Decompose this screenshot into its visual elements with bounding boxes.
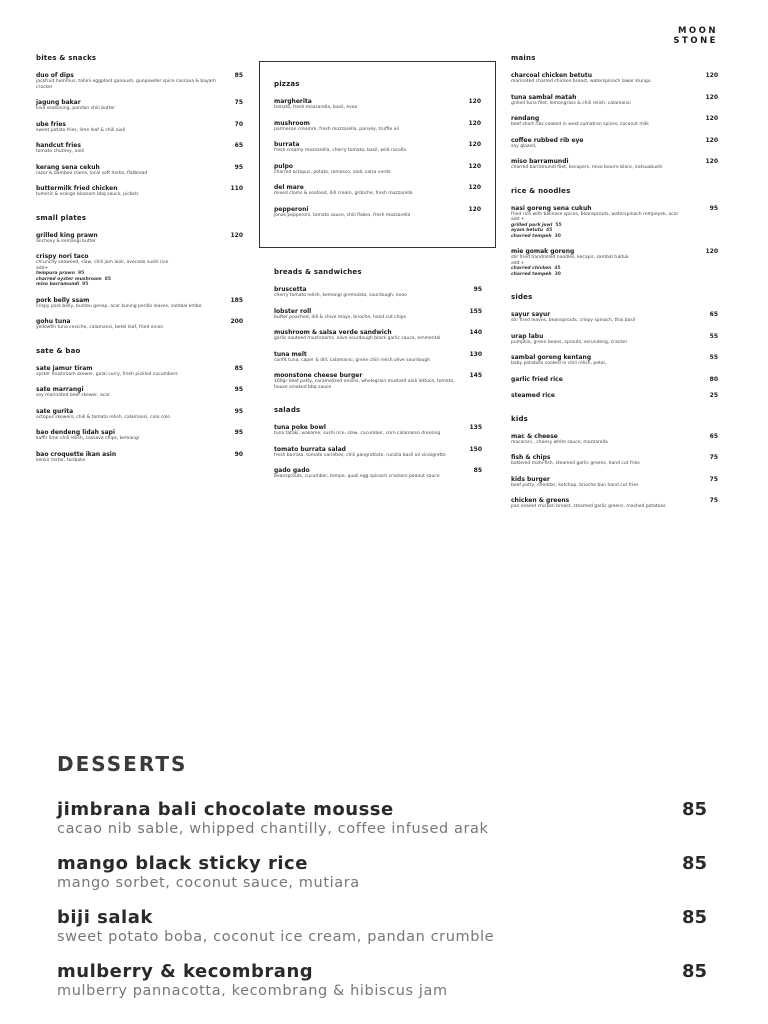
item-description: jonas pepperoni, tomato sauce, chili flakes, fresh mozzarella	[274, 212, 411, 218]
dessert-description: mango sorbet, coconut sauce, mutiara	[57, 875, 360, 891]
desserts-section	[57, 752, 707, 1016]
item-name: tuna melt	[274, 350, 307, 358]
item-description: yellowfin tuna ceviche, calamansi, betel leaf, fried onion	[36, 325, 164, 330]
addon-name: charred oyster mushroom	[36, 276, 102, 282]
dessert-list	[57, 800, 707, 1000]
menu-item	[36, 451, 243, 464]
menu-section	[274, 406, 482, 480]
item-price: 110	[230, 185, 243, 192]
item-description: sweet potato fries, lime leaf & chili aioli	[36, 127, 126, 133]
addon-name: charred tempeh	[511, 271, 552, 277]
section-title: salads	[274, 406, 301, 414]
item-price: 25	[709, 391, 718, 399]
menu-item	[36, 99, 243, 112]
dessert-price: 85	[681, 799, 707, 820]
item-name: gohu tuna	[36, 318, 71, 325]
item-description: beansprouts, cucumber, tempe, quail egg spinach crackers peanut sauce	[274, 474, 440, 479]
item-description: 160gr beef patty, caramelized onions, wholegrain mustard aioli lettuce, tomato, house smoked bbq sauce	[274, 379, 455, 390]
menu-item	[511, 115, 718, 128]
item-name: sayur sayur	[511, 311, 551, 318]
item-price: 65	[709, 311, 718, 318]
item-description: pan seared chicken breast, steamed garlic greens, mashed potatoes	[511, 504, 666, 509]
item-price: 120	[705, 136, 718, 144]
item-price: 85	[473, 467, 482, 474]
item-name: pork belly ssam	[36, 296, 90, 304]
section-title: small plates	[36, 213, 87, 222]
menu-item	[511, 476, 718, 489]
menu-item	[511, 392, 718, 399]
item-price: 145	[469, 372, 482, 379]
item-name: garlic fried rice	[511, 375, 563, 383]
addon-label: add +	[511, 217, 525, 222]
menu-item	[36, 408, 243, 421]
item-name: pepperoni	[274, 205, 309, 213]
menu-item	[511, 72, 718, 85]
menu-item	[36, 185, 243, 198]
item-name: bruscetta	[274, 286, 307, 293]
addon-name: ayam betutu	[511, 228, 544, 233]
menu-item	[511, 454, 718, 467]
addon-label: add+	[36, 265, 49, 271]
pizzas-box	[259, 61, 496, 248]
item-price: 120	[230, 231, 243, 239]
item-price: 140	[469, 329, 482, 336]
addon-name: charred chicken	[511, 266, 552, 271]
section-title: kids	[511, 414, 529, 423]
item-description: kiva seasoning, pandan chili butter	[36, 106, 116, 111]
item-price: 120	[468, 184, 481, 191]
addon-price: 30	[554, 271, 561, 277]
dessert-item	[57, 854, 707, 892]
item-name: kerang sena cekuh	[36, 163, 100, 171]
dessert-item	[57, 908, 707, 946]
dessert-price: 85	[681, 961, 707, 982]
menu-section	[511, 187, 718, 278]
item-description: baby potatoes cooked in chili relish, petai,	[511, 361, 607, 366]
menu-section	[511, 54, 718, 171]
item-name: rendang	[511, 115, 540, 122]
menu-item	[274, 372, 482, 390]
item-name: sate gurita	[36, 407, 74, 415]
menu-item	[511, 354, 718, 367]
section-title: bites & snacks	[36, 54, 97, 62]
item-price: 95	[473, 286, 482, 293]
addon-price: 45	[554, 266, 561, 271]
section-title: sides	[511, 293, 533, 301]
addon-label: add +	[511, 260, 525, 266]
item-description: charred octopus, potato, romesco, aioli, salsa verde	[274, 169, 391, 175]
item-description: fried rice with balinese spices, beansprouts, waterspinach rempeyek, acar	[511, 211, 679, 217]
item-price: 65	[709, 432, 718, 440]
menu-item	[36, 232, 243, 245]
addon-row	[511, 234, 696, 240]
addon-price: 85	[104, 276, 112, 282]
item-description: cherry tomato relish, kemangi gremolata, sourdough, evoo	[274, 293, 407, 298]
menu-section	[511, 293, 718, 399]
menu-item	[36, 253, 243, 288]
menu-item	[36, 297, 243, 310]
item-name: fish & chips	[511, 454, 551, 461]
item-name: del mare	[274, 184, 304, 191]
addon-name: grilled pork jowl	[511, 222, 553, 228]
item-name: mac & cheese	[511, 432, 558, 440]
item-name: mushroom	[274, 119, 310, 127]
item-price: 150	[469, 445, 482, 453]
item-price: 135	[469, 424, 482, 431]
menu-item	[274, 467, 482, 480]
item-description: beef short ribs cooked in west sumatran spices, coconut milk	[511, 122, 649, 127]
item-description: octopus skewers, chili & tomato relish, calamansi, colo colo	[36, 414, 171, 420]
item-name: chicken & greens	[511, 497, 570, 504]
item-price: 120	[705, 93, 718, 101]
dessert-name: mulberry & kecombrang	[57, 961, 314, 982]
dessert-name: jimbrana bali chocolate mousse	[57, 799, 394, 820]
item-name: mie gomak goreng	[511, 248, 575, 255]
menu-item	[511, 376, 718, 383]
item-price: 90	[234, 450, 243, 458]
item-price: 75	[709, 454, 718, 461]
menu-item	[274, 446, 482, 459]
menu-item	[36, 386, 243, 399]
item-description: beef patty, cheddar, ketchup, brioche bun hand cut fries	[511, 482, 639, 488]
item-price: 95	[234, 407, 243, 415]
item-price: 120	[468, 162, 481, 170]
item-name: lobster roll	[274, 307, 312, 315]
item-description: kaffir lime chili relish, cassava chips, kemangi	[36, 436, 140, 441]
menu-column-middle	[274, 268, 482, 496]
menu-item	[511, 158, 718, 171]
menu-item	[36, 429, 243, 442]
item-name: charcoal chicken betutu	[511, 72, 593, 79]
dessert-name: mango black sticky rice	[57, 853, 308, 874]
menu-item	[36, 164, 243, 177]
item-price: 95	[234, 429, 243, 436]
menu-item	[274, 424, 482, 437]
item-name: kids burger	[511, 475, 550, 483]
desserts-title: DESSERTS	[57, 752, 188, 776]
addon-name: charred tempeh	[511, 233, 552, 239]
menu-item	[36, 142, 243, 155]
menu-item	[274, 206, 481, 219]
item-name: urap labu	[511, 332, 544, 340]
item-name: margherita	[274, 98, 312, 105]
item-price: 55	[709, 354, 718, 361]
item-name: tuna poke bowl	[274, 424, 326, 431]
addon-name: tempura prawn	[36, 271, 75, 276]
section-title: mains	[511, 54, 536, 62]
menu-item	[274, 163, 481, 176]
item-description: macaroni , cheesy white sauce, mozzarella	[511, 439, 608, 445]
menu-item	[274, 98, 481, 111]
dessert-price: 85	[681, 853, 707, 874]
menu-section	[36, 347, 243, 464]
item-name: handcut fries	[36, 142, 81, 149]
section-title: breads & sandwiches	[274, 268, 362, 276]
menu-item	[274, 120, 481, 133]
item-name: sambal goreng kentang	[511, 354, 592, 361]
item-price: 65	[234, 142, 243, 149]
menu-item	[511, 137, 718, 150]
addon-row	[511, 272, 696, 278]
item-description: fresh creamy mozzarella, cherry tomato, basil, wild rucolla	[274, 148, 407, 153]
item-price: 85	[234, 364, 243, 372]
item-description: mixed clams & seafood, dill cream, gribiche, fresh mozzarella	[274, 191, 413, 196]
menu-item	[511, 94, 718, 107]
item-description: tomato, fresh mozzarella, basil, evoo	[274, 105, 358, 110]
item-description: grilled tuna filet, lemongrass & chili relish, calamansi	[511, 100, 631, 106]
item-description: pumpkin, green beans, sprouts, serundeng, cracker	[511, 339, 628, 345]
item-price: 75	[234, 99, 243, 106]
addon-name: miso barramundi	[36, 282, 80, 287]
item-name: tuna sambal matah	[511, 93, 577, 101]
item-price: 200	[230, 318, 243, 325]
item-name: grilled king prawn	[36, 231, 98, 239]
item-price: 120	[468, 141, 481, 148]
item-price: 70	[234, 120, 243, 128]
item-name: jagung bakar	[36, 99, 81, 106]
item-name: nasi goreng sena cukuh	[511, 204, 592, 212]
menu-section	[511, 415, 718, 510]
dessert-item	[57, 962, 707, 1000]
item-name: pulpo	[274, 162, 294, 170]
item-description: tuna tataki, wakame, sushi rice, slaw, cucumber, corn calamansi dressing	[274, 431, 441, 436]
menu-item	[511, 205, 718, 240]
item-name: moonstone cheese burger	[274, 372, 363, 379]
pizzas-section	[274, 80, 481, 218]
item-name: steamed rice	[511, 391, 555, 399]
item-price: 130	[469, 350, 482, 358]
menu-section	[36, 54, 243, 198]
item-description: tomato chutney, aioli	[36, 149, 84, 154]
menu-item	[36, 365, 243, 378]
item-description: stir fried leaves, beansprouts, crispy spinach, thai basil	[511, 318, 636, 323]
item-price: 80	[709, 375, 718, 383]
moonstone-logo	[673, 26, 718, 46]
addon-price: 55	[555, 222, 562, 228]
item-price: 155	[469, 307, 482, 315]
item-name: coffee rubbed rib eye	[511, 136, 584, 144]
item-description: marinated charred chicken breast, waterspinach lawar klungu	[511, 79, 651, 84]
section-title: sate & bao	[36, 346, 81, 355]
item-price: 120	[468, 98, 481, 105]
item-name: burrata	[274, 141, 300, 148]
addon-price: 45	[546, 228, 553, 233]
section-title: pizzas	[274, 80, 300, 88]
item-price: 95	[234, 163, 243, 171]
menu-item	[36, 318, 243, 331]
item-price: 55	[709, 332, 718, 340]
item-name: buttermilk fried chicken	[36, 185, 118, 192]
item-price: 120	[705, 158, 718, 165]
item-price: 95	[234, 386, 243, 393]
item-description: crispy pork belly, bumbu genep, acar kuning perilla leaves, sambal embe	[36, 303, 202, 309]
addon-row	[36, 282, 221, 288]
item-description: tumeric & orange blossom bbq sauce, pickels	[36, 192, 139, 197]
item-description: stir fried handrolled noodles, kecapir, sambal tuktuk	[511, 255, 629, 260]
menu-column-left	[36, 54, 243, 479]
item-description: charred barramundi filet, kecapers, miso beurre blanc, katsuobushi	[511, 165, 663, 170]
item-name: bao croquette ikan asin	[36, 450, 117, 458]
menu-item	[511, 433, 718, 446]
addon-price: 95	[77, 271, 85, 276]
item-description: soy glazed,	[511, 143, 537, 149]
item-price: 120	[705, 72, 718, 79]
addon-price: 30	[554, 233, 561, 239]
item-name: sate jamur tiram	[36, 364, 93, 372]
section-title: rice & noodles	[511, 186, 571, 195]
logo-line-1: MOON	[677, 26, 718, 36]
item-description: butter poached, dill & chive mayo, brioche, hand cut chips	[274, 314, 407, 320]
menu-item	[36, 121, 243, 134]
item-price: 120	[468, 205, 481, 213]
item-description: razor & bamboo clams, local soft herbs, flatbread	[36, 170, 148, 176]
item-price: 185	[230, 296, 243, 304]
menu-item	[274, 329, 482, 342]
menu-item	[511, 248, 718, 277]
item-name: sate marrangi	[36, 386, 84, 393]
item-description: kenkir tartar, turibake	[36, 457, 86, 463]
item-description: fresh burrata, tomato varieties, chili pangrattato, rucolla basil oil vinaigrette	[274, 452, 446, 458]
item-description: battered mahi-fish, steamed garlic greens, hand cut fries	[511, 461, 640, 466]
item-price: 85	[234, 72, 243, 79]
item-price: 120	[705, 115, 718, 122]
dessert-item	[57, 800, 707, 838]
menu-item	[511, 333, 718, 346]
dessert-price: 85	[681, 907, 707, 928]
item-name: mushroom & salsa verde sandwich	[274, 329, 392, 336]
menu-item	[36, 72, 243, 90]
item-description: oyster mushroom skewer, gulai curry, fresh pickled cucumbers	[36, 371, 178, 377]
menu-section	[36, 214, 243, 331]
item-name: gado gado	[274, 467, 310, 474]
item-description: soy marinated beef skewer, acar	[36, 393, 110, 398]
item-description: parmesan creamm, fresh mozzarella, parsely, truffle oil	[274, 126, 399, 132]
item-name: duo of dips	[36, 72, 74, 79]
menu-item	[274, 308, 482, 321]
menu-section	[274, 268, 482, 390]
menu-item	[511, 311, 718, 324]
item-name: tomato burrata salad	[274, 445, 346, 453]
item-description: anchovy & kemangi butter	[36, 238, 96, 244]
item-price: 95	[709, 204, 718, 212]
menu-column-right	[511, 54, 718, 526]
menu-item	[274, 184, 481, 197]
item-description: chrunchy seaweed, slaw, chili jam aioli, avocado sushi rice	[36, 260, 169, 265]
menu-item	[274, 286, 482, 299]
addon-price: 95	[82, 282, 89, 287]
dessert-name: biji salak	[57, 907, 153, 928]
menu-item	[511, 497, 718, 510]
item-price: 75	[709, 475, 718, 483]
item-price: 120	[705, 248, 718, 255]
menu-section	[274, 80, 481, 218]
item-description: jackfruit hummus, tahini eggplant ganoush, gunpowder spice cassava & bayam cracker	[36, 79, 216, 90]
dessert-description: cacao nib sable, whipped chantilly, coffee infused arak	[57, 821, 489, 837]
menu-item	[274, 141, 481, 154]
item-name: miso barramundi	[511, 158, 569, 165]
item-description: garlic sauteed mushrooms, olive sourdough black garlic sauce, emmental	[274, 336, 441, 341]
dessert-description: sweet potato boba, coconut ice cream, pandan crumble	[57, 929, 495, 945]
item-name: crispy nori taco	[36, 253, 89, 260]
item-price: 75	[709, 497, 718, 504]
item-description: confit tuna, caper & dill, calamansi, green chili relish olive sourdough	[274, 357, 431, 363]
menu-item	[274, 351, 482, 364]
item-price: 120	[468, 119, 481, 127]
dessert-description: mulberry pannacotta, kecombrang & hibiscus jam	[57, 983, 448, 999]
item-name: ube fries	[36, 120, 66, 128]
logo-line-2: STONE	[673, 36, 718, 46]
item-name: bao dendeng lidah sapi	[36, 429, 115, 436]
